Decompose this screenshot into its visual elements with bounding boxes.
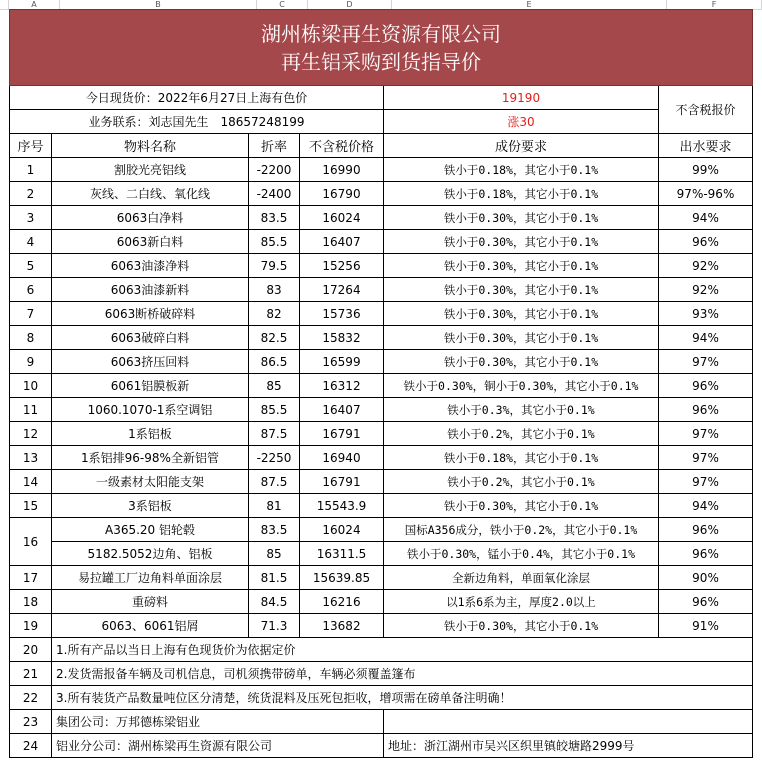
yield-cell[interactable]: 97% <box>659 422 753 446</box>
composition-cell[interactable]: 铁小于0.30%，其它小于0.1% <box>384 494 659 518</box>
name-cell[interactable]: 1系铝板 <box>52 422 249 446</box>
column-header-a[interactable]: A <box>9 0 60 9</box>
composition-cell[interactable]: 国标A356成分，铁小于0.2%，其它小于0.1% <box>384 518 659 542</box>
rate-cell[interactable]: 85 <box>249 542 300 566</box>
composition-cell[interactable]: 铁小于0.30%，其它小于0.1% <box>384 326 659 350</box>
composition-cell[interactable]: 铁小于0.30%，其它小于0.1% <box>384 278 659 302</box>
rate-cell[interactable]: 87.5 <box>249 422 300 446</box>
table-row <box>10 494 753 518</box>
table-row <box>10 278 753 302</box>
price-change-value[interactable]: 涨30 <box>384 110 659 134</box>
rate-cell[interactable]: -2250 <box>249 446 300 470</box>
seq-cell[interactable]: 2 <box>10 182 52 206</box>
price-cell[interactable]: 16791 <box>300 422 384 446</box>
company-title: 湖州栋梁再生资源有限公司 <box>261 21 502 46</box>
yield-cell[interactable]: 90% <box>659 566 753 590</box>
seq-cell[interactable]: 11 <box>10 398 52 422</box>
yield-cell[interactable]: 94% <box>659 494 753 518</box>
price-cell[interactable]: 16791 <box>300 470 384 494</box>
table-row <box>10 422 753 446</box>
table-row <box>10 350 753 374</box>
price-cell[interactable]: 17264 <box>300 278 384 302</box>
composition-cell[interactable]: 全新边角料，单面氧化涂层 <box>384 566 659 590</box>
rate-cell[interactable]: 79.5 <box>249 254 300 278</box>
table-row <box>10 566 753 590</box>
table-row <box>10 254 753 278</box>
header-rate[interactable]: 折率 <box>249 134 300 158</box>
price-cell[interactable]: 16990 <box>300 158 384 182</box>
table-row <box>10 230 753 254</box>
column-header-b[interactable]: B <box>60 0 257 9</box>
name-cell[interactable]: 6063油漆新料 <box>52 278 249 302</box>
price-cell[interactable]: 16311.5 <box>300 542 384 566</box>
name-cell[interactable]: 一级素材太阳能支架 <box>52 470 249 494</box>
header-composition[interactable]: 成份要求 <box>384 134 659 158</box>
price-cell[interactable]: 13682 <box>300 614 384 638</box>
company-address[interactable]: 地址：浙江湖州市吴兴区织里镇皎塘路2999号 <box>384 734 753 758</box>
composition-cell[interactable]: 铁小于0.30%，其它小于0.1% <box>384 230 659 254</box>
price-date-label[interactable]: 今日现货价：2022年6月27日上海有色价 <box>10 86 384 110</box>
price-cell[interactable]: 15736 <box>300 302 384 326</box>
header-price[interactable]: 不含税价格 <box>300 134 384 158</box>
price-cell[interactable]: 16024 <box>300 206 384 230</box>
material-rows-b <box>10 566 753 638</box>
material-rows <box>10 158 753 518</box>
branch-company[interactable]: 铝业分公司：湖州栋梁再生资源有限公司 <box>52 734 384 758</box>
seq-cell[interactable]: 8 <box>10 326 52 350</box>
note-text[interactable]: 2.发货需报备车辆及司机信息，司机须携带磅单，车辆必须覆盖篷布 <box>52 662 753 686</box>
note-text[interactable]: 1.所有产品以当日上海有色现货价为依据定价 <box>52 638 753 662</box>
table-row <box>10 374 753 398</box>
column-header-f[interactable]: F <box>667 0 762 9</box>
yield-cell[interactable]: 94% <box>659 206 753 230</box>
rate-cell[interactable]: 83 <box>249 278 300 302</box>
name-cell[interactable]: 6063白净料 <box>52 206 249 230</box>
seq-cell[interactable]: 15 <box>10 494 52 518</box>
yield-cell[interactable]: 96% <box>659 590 753 614</box>
yield-cell[interactable]: 92% <box>659 278 753 302</box>
name-cell[interactable]: 1060.1070-1系空调铝 <box>52 398 249 422</box>
column-header-d[interactable]: D <box>308 0 392 9</box>
seq-cell[interactable]: 20 <box>10 638 52 662</box>
composition-cell[interactable]: 铁小于0.30%，其它小于0.1% <box>384 302 659 326</box>
price-cell[interactable]: 16407 <box>300 398 384 422</box>
name-cell[interactable]: 6063油漆净料 <box>52 254 249 278</box>
spot-price-value[interactable]: 19190 <box>384 86 659 110</box>
seq-cell[interactable]: 7 <box>10 302 52 326</box>
yield-cell[interactable]: 96% <box>659 542 753 566</box>
table-row <box>10 542 753 566</box>
header-seq[interactable]: 序号 <box>10 134 52 158</box>
rate-cell[interactable]: 85 <box>249 374 300 398</box>
footer-row-branch <box>10 734 753 758</box>
seq-cell[interactable]: 1 <box>10 158 52 182</box>
composition-cell[interactable]: 铁小于0.18%，其它小于0.1% <box>384 158 659 182</box>
header-name[interactable]: 物料名称 <box>52 134 249 158</box>
column-header-e[interactable]: E <box>392 0 667 9</box>
tax-note[interactable]: 不含税报价 <box>659 86 753 134</box>
seq-cell[interactable]: 23 <box>10 710 52 734</box>
yield-cell[interactable]: 92% <box>659 254 753 278</box>
composition-cell[interactable]: 铁小于0.2%，其它小于0.1% <box>384 422 659 446</box>
rate-cell[interactable]: 84.5 <box>249 590 300 614</box>
empty-cell[interactable] <box>384 710 753 734</box>
composition-cell[interactable]: 铁小于0.3%，其它小于0.1% <box>384 398 659 422</box>
footer-row-group <box>10 710 753 734</box>
composition-cell[interactable]: 铁小于0.30%，其它小于0.1% <box>384 350 659 374</box>
yield-cell[interactable]: 96% <box>659 374 753 398</box>
column-header-c[interactable]: C <box>257 0 308 9</box>
name-cell[interactable]: 重磅料 <box>52 590 249 614</box>
price-cell[interactable]: 15256 <box>300 254 384 278</box>
name-cell[interactable]: 5182.5052边角、铝板 <box>52 542 249 566</box>
seq-cell[interactable]: 22 <box>10 686 52 710</box>
rate-cell[interactable]: 71.3 <box>249 614 300 638</box>
composition-cell[interactable]: 铁小于0.30%，铜小于0.30%，其它小于0.1% <box>384 374 659 398</box>
yield-cell[interactable]: 96% <box>659 230 753 254</box>
price-cell[interactable]: 16790 <box>300 182 384 206</box>
yield-cell[interactable]: 94% <box>659 326 753 350</box>
composition-cell[interactable]: 以1系6系为主，厚度2.0以上 <box>384 590 659 614</box>
name-cell[interactable]: A365.20 铝轮毂 <box>52 518 249 542</box>
yield-cell[interactable]: 96% <box>659 518 753 542</box>
rate-cell[interactable]: 83.5 <box>249 518 300 542</box>
table-row <box>10 158 753 182</box>
rate-cell[interactable]: 85.5 <box>249 230 300 254</box>
corner-cell[interactable] <box>0 0 9 9</box>
price-cell[interactable]: 15832 <box>300 326 384 350</box>
seq-cell[interactable]: 17 <box>10 566 52 590</box>
yield-cell[interactable]: 91% <box>659 614 753 638</box>
name-cell[interactable]: 易拉罐工厂边角料单面涂层 <box>52 566 249 590</box>
rate-cell[interactable]: -2400 <box>249 182 300 206</box>
yield-cell[interactable]: 93% <box>659 302 753 326</box>
seq-cell[interactable]: 9 <box>10 350 52 374</box>
notes-rows <box>10 638 753 710</box>
group-company[interactable]: 集团公司：万邦德栋梁铝业 <box>52 710 384 734</box>
note-row <box>10 638 753 662</box>
rate-cell[interactable]: 81.5 <box>249 566 300 590</box>
seq-cell[interactable]: 24 <box>10 734 52 758</box>
seq-cell[interactable]: 4 <box>10 230 52 254</box>
table-row <box>10 446 753 470</box>
yield-cell[interactable]: 97% <box>659 470 753 494</box>
table-row <box>10 590 753 614</box>
seq-cell[interactable]: 21 <box>10 662 52 686</box>
table-row <box>10 614 753 638</box>
name-cell[interactable]: 1系铝排96-98%全新铝管 <box>52 446 249 470</box>
name-cell[interactable]: 3系铝板 <box>52 494 249 518</box>
rate-cell[interactable]: 85.5 <box>249 398 300 422</box>
seq-cell[interactable]: 3 <box>10 206 52 230</box>
price-table <box>9 9 753 758</box>
name-cell[interactable]: 6063新白料 <box>52 230 249 254</box>
name-cell[interactable]: 灰线、二白线、氧化线 <box>52 182 249 206</box>
rate-cell[interactable]: -2200 <box>249 158 300 182</box>
document-title: 再生铝采购到货指导价 <box>281 49 482 74</box>
table-row <box>10 398 753 422</box>
composition-cell[interactable]: 铁小于0.18%，其它小于0.1% <box>384 182 659 206</box>
table-row <box>10 326 753 350</box>
name-cell[interactable]: 割胶光亮铝线 <box>52 158 249 182</box>
price-cell[interactable]: 15639.85 <box>300 566 384 590</box>
composition-cell[interactable]: 铁小于0.30%，其它小于0.1% <box>384 614 659 638</box>
price-cell[interactable]: 16407 <box>300 230 384 254</box>
composition-cell[interactable]: 铁小于0.30%，其它小于0.1% <box>384 206 659 230</box>
price-cell[interactable]: 16940 <box>300 446 384 470</box>
table-row <box>10 182 753 206</box>
seq-cell[interactable]: 16 <box>10 518 52 566</box>
composition-cell[interactable]: 铁小于0.30%，锰小于0.4%，其它小于0.1% <box>384 542 659 566</box>
name-cell[interactable]: 6063挤压回料 <box>52 350 249 374</box>
header-row <box>10 134 753 158</box>
title-cell[interactable] <box>10 10 753 86</box>
seq-cell[interactable]: 18 <box>10 590 52 614</box>
rate-cell[interactable]: 82 <box>249 302 300 326</box>
yield-cell[interactable]: 97% <box>659 446 753 470</box>
name-cell[interactable]: 6061铝膜板新 <box>52 374 249 398</box>
composition-cell[interactable]: 铁小于0.18%，其它小于0.1% <box>384 446 659 470</box>
contact-info[interactable]: 业务联系：刘志国先生 18657248199 <box>10 110 384 134</box>
table-row <box>10 518 753 542</box>
name-cell[interactable]: 6063断桥破碎料 <box>52 302 249 326</box>
yield-cell[interactable]: 96% <box>659 398 753 422</box>
yield-cell[interactable]: 97%-96% <box>659 182 753 206</box>
header-yield[interactable]: 出水要求 <box>659 134 753 158</box>
rate-cell[interactable]: 82.5 <box>249 326 300 350</box>
price-cell[interactable]: 16024 <box>300 518 384 542</box>
yield-cell[interactable]: 99% <box>659 158 753 182</box>
rate-cell[interactable]: 81 <box>249 494 300 518</box>
composition-cell[interactable]: 铁小于0.30%，其它小于0.1% <box>384 254 659 278</box>
note-row <box>10 686 753 710</box>
table-row <box>10 302 753 326</box>
price-cell[interactable]: 15543.9 <box>300 494 384 518</box>
price-cell[interactable]: 16216 <box>300 590 384 614</box>
table-row <box>10 206 753 230</box>
table-row <box>10 470 753 494</box>
seq-cell[interactable]: 19 <box>10 614 52 638</box>
price-cell[interactable]: 16312 <box>300 374 384 398</box>
seq-cell[interactable]: 12 <box>10 422 52 446</box>
composition-cell[interactable]: 铁小于0.2%，其它小于0.1% <box>384 470 659 494</box>
note-text[interactable]: 3.所有装货产品数量吨位区分清楚，统货混料及压死包拒收，增项需在磅单备注明确！ <box>52 686 753 710</box>
seq-cell[interactable]: 6 <box>10 278 52 302</box>
price-cell[interactable]: 16599 <box>300 350 384 374</box>
rate-cell[interactable]: 87.5 <box>249 470 300 494</box>
rate-cell[interactable]: 83.5 <box>249 206 300 230</box>
name-cell[interactable]: 6063破碎白料 <box>52 326 249 350</box>
seq-cell[interactable]: 14 <box>10 470 52 494</box>
seq-cell[interactable]: 13 <box>10 446 52 470</box>
name-cell[interactable]: 6063、6061铝屑 <box>52 614 249 638</box>
seq-cell[interactable]: 5 <box>10 254 52 278</box>
note-row <box>10 662 753 686</box>
yield-cell[interactable]: 97% <box>659 350 753 374</box>
seq-cell[interactable]: 10 <box>10 374 52 398</box>
rate-cell[interactable]: 86.5 <box>249 350 300 374</box>
